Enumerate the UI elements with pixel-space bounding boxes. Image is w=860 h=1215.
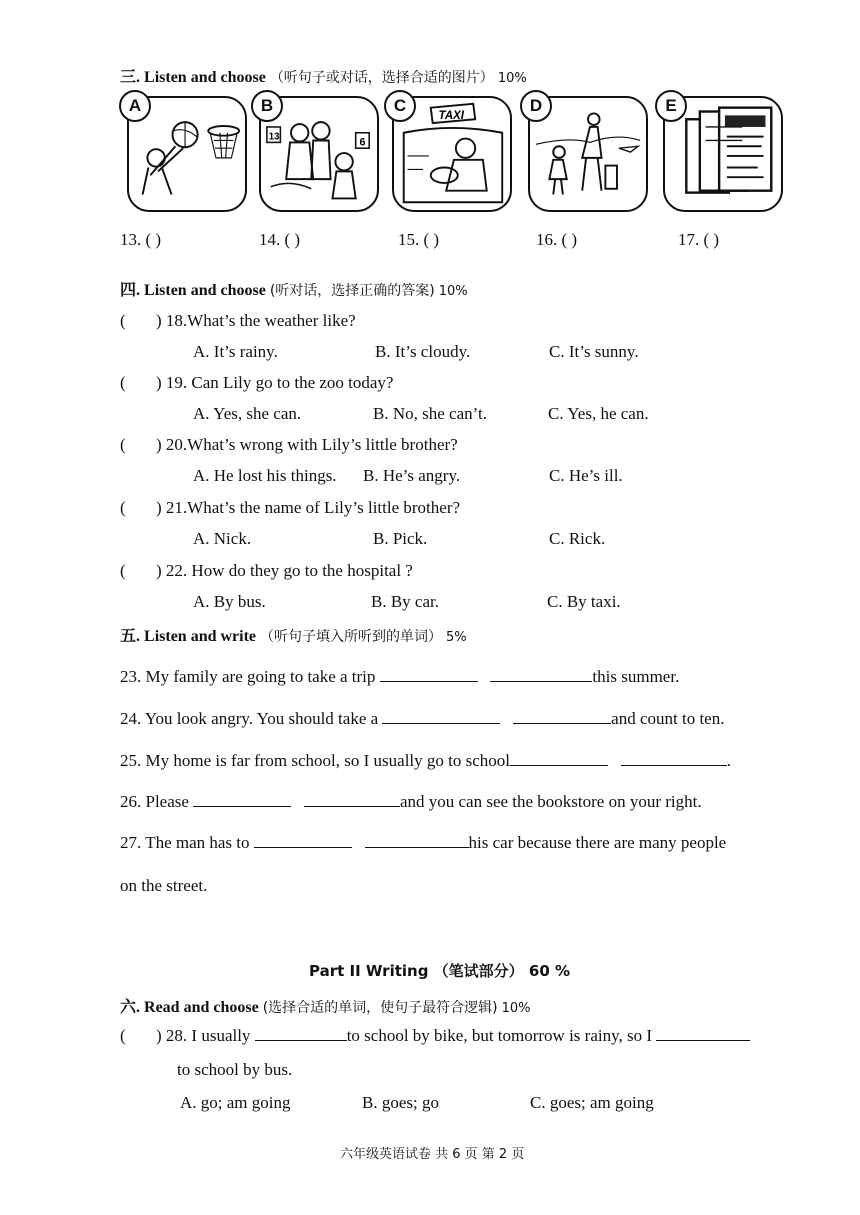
answer-paren-19[interactable]: ( xyxy=(120,373,126,392)
question-21: ) 21.What’s the name of Lily’s little brother? xyxy=(156,498,461,517)
answer-paren-20[interactable]: ( xyxy=(120,435,126,454)
section-5-heading xyxy=(120,623,467,646)
option-19-a: A. Yes, she can. xyxy=(193,404,302,423)
write-line-27-continued: on the street. xyxy=(120,876,208,895)
part-2-heading xyxy=(309,960,570,981)
option-20-b: B. He’s angry. xyxy=(363,466,461,485)
write-line-26 xyxy=(120,792,702,812)
picture-label: C xyxy=(384,90,416,122)
blank-23-1[interactable] xyxy=(380,667,478,682)
option-22-a: A. By bus. xyxy=(193,592,266,611)
section-percent: 10% xyxy=(501,1001,531,1016)
option-20-a: A. He lost his things. xyxy=(193,466,337,485)
section-number: 三. xyxy=(120,69,141,86)
section-instruction: （听句子或对话，选择合适的图片） xyxy=(269,70,494,86)
sentence-end: and count to ten. xyxy=(611,709,725,728)
option-18-a: A. It’s rainy. xyxy=(193,342,278,361)
question-22: ) 22. How do they go to the hospital ? xyxy=(156,561,413,580)
picture-label: B xyxy=(251,90,283,122)
books-icon xyxy=(665,98,781,210)
picture-label: D xyxy=(520,90,552,122)
option-22-c: C. By taxi. xyxy=(547,592,621,611)
taxi-driver-icon xyxy=(394,98,510,210)
sentence-end: his car because there are many people xyxy=(468,833,727,852)
sentence-start: 24. You look angry. You should take a xyxy=(120,709,383,728)
sentence-start: 27. The man has to xyxy=(120,833,254,852)
option-18-c: C. It’s sunny. xyxy=(549,342,639,361)
answer-paren-22[interactable]: ( xyxy=(120,561,126,580)
blank-24-2[interactable] xyxy=(513,709,611,724)
option-21-c: C. Rick. xyxy=(549,529,606,548)
option-28-c: C. goes; am going xyxy=(530,1093,654,1112)
svg-text:TAXI: TAXI xyxy=(438,110,464,123)
part-label-cn: （笔试部分） xyxy=(433,962,524,980)
option-21-a: A. Nick. xyxy=(193,529,252,548)
blank-25-1[interactable] xyxy=(510,751,608,766)
section-number: 六. xyxy=(120,999,141,1016)
question-28 xyxy=(156,1026,750,1046)
blank-26-1[interactable] xyxy=(193,792,291,807)
question-28-start: ) 28. I usually xyxy=(156,1026,255,1045)
part-label: Part II Writing xyxy=(309,962,429,980)
section-number: 五. xyxy=(120,628,141,645)
elevator-family-icon xyxy=(261,98,377,210)
option-18-b: B. It’s cloudy. xyxy=(375,342,471,361)
option-22-b: B. By car. xyxy=(371,592,439,611)
write-line-25 xyxy=(120,751,731,771)
section-6-heading xyxy=(120,994,531,1017)
question-28-middle: to school by bike, but tomorrow is rainy, so I xyxy=(346,1026,657,1045)
blank-28-2[interactable] xyxy=(656,1026,750,1041)
section-title: Listen and write xyxy=(144,628,257,645)
blank-23-2[interactable] xyxy=(490,667,592,682)
option-21-b: B. Pick. xyxy=(373,529,428,548)
section-percent: 10% xyxy=(497,71,527,86)
write-line-24 xyxy=(120,709,724,729)
sentence-end: . xyxy=(726,751,732,770)
picture-label: E xyxy=(655,90,687,122)
picture-e xyxy=(663,96,783,212)
section-3-heading xyxy=(120,64,527,87)
option-19-b: B. No, she can’t. xyxy=(373,404,487,423)
section-number: 四. xyxy=(120,282,141,299)
sentence-start: 23. My family are going to take a trip xyxy=(120,667,380,686)
blank-25-2[interactable] xyxy=(621,751,727,766)
sentence-end: and you can see the bookstore on your right. xyxy=(399,792,702,811)
answer-slot-14[interactable]: 14. ( ) xyxy=(259,230,301,249)
travellers-icon xyxy=(530,98,646,210)
sentence-end: this summer. xyxy=(592,667,680,686)
answer-paren-18[interactable]: ( xyxy=(120,311,126,330)
blank-27-2[interactable] xyxy=(365,833,469,848)
blank-24-1[interactable] xyxy=(382,709,500,724)
write-line-27 xyxy=(120,833,726,853)
option-28-a: A. go; am going xyxy=(180,1093,291,1112)
sentence-start: 25. My home is far from school, so I usually go to school xyxy=(120,751,511,770)
question-20: ) 20.What’s wrong with Lily’s little brother? xyxy=(156,435,458,454)
section-title: Listen and choose xyxy=(144,69,266,86)
picture-d xyxy=(528,96,648,212)
answer-slot-16[interactable]: 16. ( ) xyxy=(536,230,578,249)
section-instruction: (选择合适的单词，使句子最符合逻辑) xyxy=(262,1000,498,1016)
option-19-c: C. Yes, he can. xyxy=(548,404,649,423)
answer-slot-17[interactable]: 17. ( ) xyxy=(678,230,720,249)
section-percent: 5% xyxy=(446,630,467,645)
question-19: ) 19. Can Lily go to the zoo today? xyxy=(156,373,394,392)
picture-c xyxy=(392,96,512,212)
blank-26-2[interactable] xyxy=(304,792,400,807)
answer-paren-28[interactable]: ( xyxy=(120,1026,126,1045)
blank-27-1[interactable] xyxy=(254,833,352,848)
option-28-b: B. goes; go xyxy=(362,1093,439,1112)
question-28-continued: to school by bus. xyxy=(177,1060,293,1079)
section-percent: 10% xyxy=(438,284,468,299)
section-instruction: （听句子填入所听到的单词） xyxy=(260,629,443,645)
answer-paren-21[interactable]: ( xyxy=(120,498,126,517)
sentence-start: 26. Please xyxy=(120,792,194,811)
svg-text:6: 6 xyxy=(359,136,366,149)
write-line-23 xyxy=(120,667,679,687)
picture-a xyxy=(127,96,247,212)
part-percent: 60 % xyxy=(528,962,571,980)
answer-slot-15[interactable]: 15. ( ) xyxy=(398,230,440,249)
section-instruction: (听对话，选择正确的答案) xyxy=(269,283,435,299)
blank-28-1[interactable] xyxy=(255,1026,347,1041)
page-footer: 六年级英语试卷 共 6 页 第 2 页 xyxy=(340,1147,525,1162)
section-title: Read and choose xyxy=(144,999,259,1016)
picture-b xyxy=(259,96,379,212)
basketball-player-icon xyxy=(129,98,245,210)
svg-text:13: 13 xyxy=(268,131,280,143)
option-20-c: C. He’s ill. xyxy=(549,466,623,485)
picture-label: A xyxy=(119,90,151,122)
section-4-heading xyxy=(120,277,468,300)
answer-slot-13[interactable]: 13. ( ) xyxy=(120,230,162,249)
question-18: ) 18.What’s the weather like? xyxy=(156,311,356,330)
section-title: Listen and choose xyxy=(144,282,266,299)
